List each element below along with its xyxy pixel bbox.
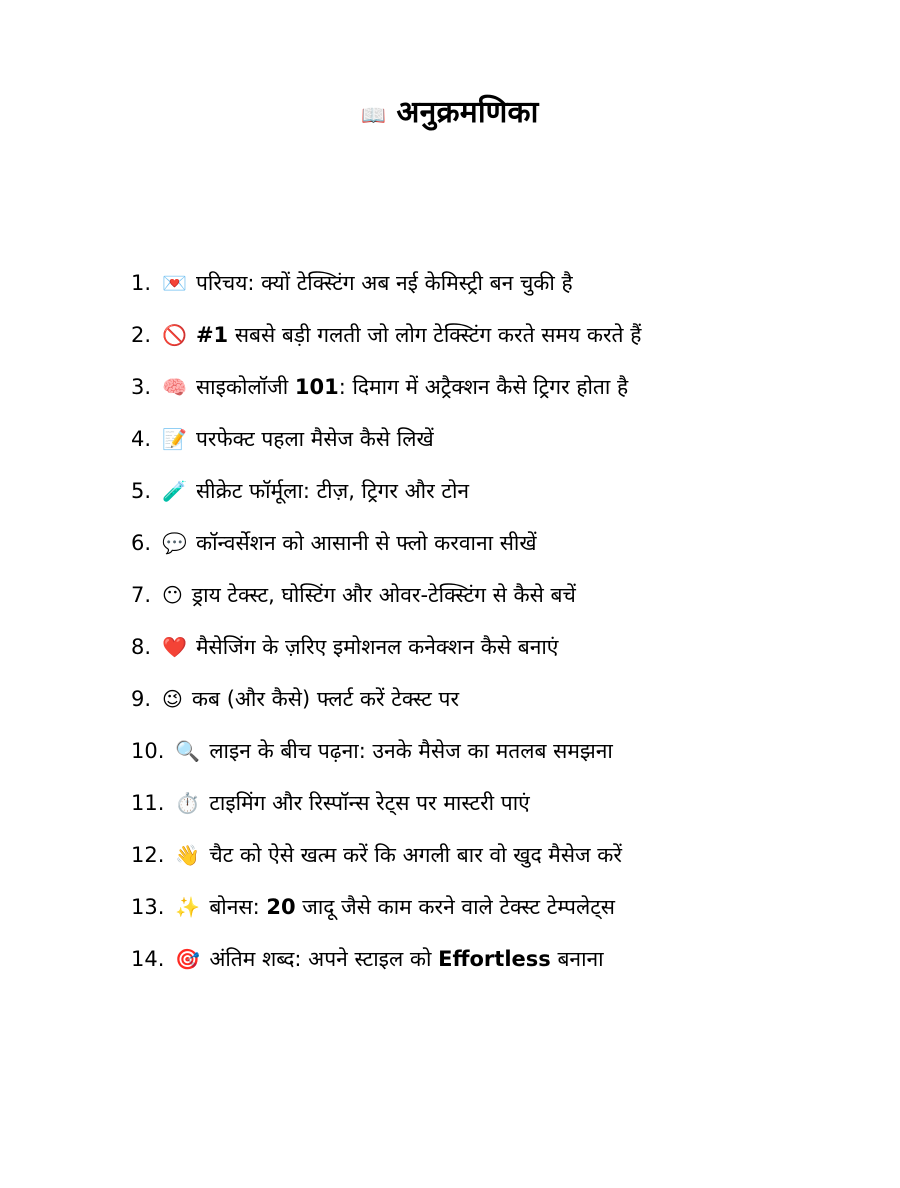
item-number: 4.: [131, 427, 152, 451]
item-text: परफेक्ट पहला मैसेज कैसे लिखें: [195, 427, 434, 451]
item-number: 7.: [131, 583, 152, 607]
toc-item: [131, 892, 641, 922]
magnifying-glass-icon: 🔍: [175, 739, 201, 763]
item-number: 14.: [131, 947, 165, 971]
toc-item: [131, 788, 641, 818]
item-number: 3.: [131, 375, 152, 399]
item-text: साइकोलॉजी 101: दिमाग में अट्रैक्शन कैसे ट्रिगर होता है: [195, 375, 629, 399]
toc-item: [131, 372, 641, 402]
sparkles-icon: ✨: [175, 895, 201, 919]
red-heart-icon: ❤️: [162, 635, 187, 659]
toc-item: [131, 840, 641, 870]
stopwatch-icon: ⏱️: [175, 791, 201, 815]
page-title-text: अनुक्रमणिका: [396, 95, 539, 130]
item-text: परिचय: क्यों टेक्स्टिंग अब नई केमिस्ट्री बन चुकी है: [195, 271, 573, 295]
toc-list: [131, 268, 641, 996]
item-text: चैट को ऐसे खत्म करें कि अगली बार वो खुद मैसेज करें: [209, 843, 623, 867]
item-number: 6.: [131, 531, 152, 555]
toc-item: [131, 268, 641, 298]
brain-icon: 🧠: [162, 375, 187, 399]
open-book-icon: 📖: [361, 103, 387, 127]
item-number: 11.: [131, 791, 165, 815]
item-number: 9.: [131, 687, 152, 711]
page-title: [0, 90, 900, 131]
toc-item: [131, 632, 641, 662]
toc-item: [131, 736, 641, 766]
toc-item: [131, 944, 641, 974]
item-number: 13.: [131, 895, 165, 919]
item-text: सीक्रेट फॉर्मूला: टीज़, ट्रिगर और टोन: [195, 479, 470, 503]
item-text: बोनस: 20 जादू जैसे काम करने वाले टेक्स्ट टेम्पलेट्स: [209, 895, 616, 919]
prohibited-icon: 🚫: [162, 323, 187, 347]
test-tube-icon: 🧪: [162, 479, 187, 503]
item-number: 10.: [131, 739, 165, 763]
item-text: मैसेजिंग के ज़रिए इमोशनल कनेक्शन कैसे बनाएं: [195, 635, 559, 659]
memo-icon: 📝: [162, 427, 187, 451]
item-text: कॉन्वर्सेशन को आसानी से फ्लो करवाना सीखें: [195, 531, 537, 555]
item-number: 8.: [131, 635, 152, 659]
direct-hit-icon: 🎯: [175, 947, 201, 971]
item-number: 1.: [131, 271, 152, 295]
item-text: लाइन के बीच पढ़ना: उनके मैसेज का मतलब समझना: [209, 739, 613, 763]
toc-item: [131, 476, 641, 506]
item-number: 2.: [131, 323, 152, 347]
item-number: 12.: [131, 843, 165, 867]
toc-item: [131, 320, 641, 350]
winking-face-icon: 😉: [162, 687, 183, 711]
toc-item: [131, 684, 641, 714]
item-text: ड्राय टेक्स्ट, घोस्टिंग और ओवर-टेक्स्टिंग से कैसे बचें: [191, 583, 576, 607]
face-without-mouth-icon: 😶: [162, 583, 183, 607]
item-text: #1 सबसे बड़ी गलती जो लोग टेक्स्टिंग करते समय करते हैं: [195, 323, 642, 347]
item-text: टाइमिंग और रिस्पॉन्स रेट्स पर मास्टरी पाएं: [209, 791, 530, 815]
item-number: 5.: [131, 479, 152, 503]
love-letter-icon: 💌: [162, 271, 187, 295]
toc-item: [131, 580, 641, 610]
speech-balloon-icon: 💬: [162, 531, 187, 555]
item-text: अंतिम शब्द: अपने स्टाइल को Effortless बनाना: [209, 947, 604, 971]
toc-item: [131, 528, 641, 558]
toc-item: [131, 424, 641, 454]
item-text: कब (और कैसे) फ्लर्ट करें टेक्स्ट पर: [191, 687, 460, 711]
waving-hand-icon: 👋: [175, 843, 201, 867]
